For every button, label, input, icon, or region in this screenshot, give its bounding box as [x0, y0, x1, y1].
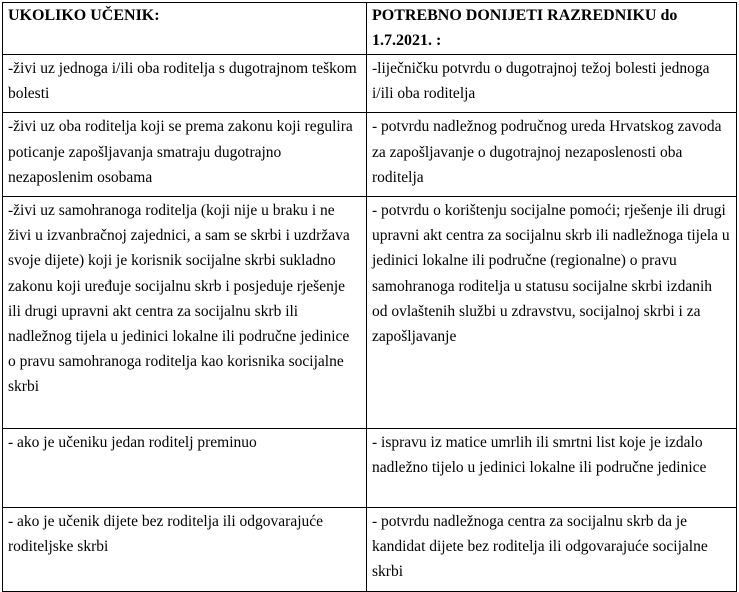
condition-cell: - ako je učenik dijete bez roditelja ili odgovarajuće roditeljske skrbi	[3, 508, 367, 592]
table-header-row	[3, 3, 737, 55]
condition-cell: -živi uz jednoga i/ili oba roditelja s dugotrajnom teškom bolesti	[3, 55, 367, 113]
condition-cell: -živi uz samohranoga roditelja (koji nije u braku i ne živi u izvanbračnoj zajednici, a sam se skrbi i uzdržava svoje dijete) koji je korisnik socijalne skrbi sukladno zakonu koji uređuje socijalnu skrb i posjeduje rješenje ili drugi upravni akt centra za socijalnu skrb ili nadležnog tijela u jedinici lokalne ili područne jedinice o pravu samohranoga roditelja kao korisnika socijalne skrbi	[3, 197, 367, 429]
table-row	[3, 508, 737, 592]
column-header-documents: POTREBNO DONIJETI RAZREDNIKU do 1.7.2021. :	[367, 3, 737, 55]
table-row	[3, 55, 737, 113]
document-cell: - ispravu iz matice umrlih ili smrtni list koje je izdalo nadležno tijelo u jedinici lokalne ili područne jedinice	[367, 429, 737, 508]
table-row	[3, 429, 737, 508]
table-row	[3, 197, 737, 429]
requirements-table	[2, 2, 737, 592]
table-row	[3, 113, 737, 197]
document-cell: - potvrdu o korištenju socijalne pomoći; rješenje ili drugi upravni akt centra za socijalnu skrb ili nadležnoga tijela u jedinici lokalne ili područne (regionalne) o pravu samohranoga roditelja u statusu socijalne skrbi izdanih od ovlaštenih službi u zdravstvu, socijalnoj skrbi i za zapošljavanje	[367, 197, 737, 429]
document-cell: - potvrdu nadležnoga centra za socijalnu skrb da je kandidat dijete bez roditelja ili odgovarajuće socijalne skrbi	[367, 508, 737, 592]
document-cell: -liječničku potvrdu o dugotrajnoj težoj bolesti jednoga i/ili oba roditelja	[367, 55, 737, 113]
condition-cell: -živi uz oba roditelja koji se prema zakonu koji regulira poticanje zapošljavanja smatraju dugotrajno nezaposlenim osobama	[3, 113, 367, 197]
condition-cell: - ako je učeniku jedan roditelj preminuo	[3, 429, 367, 508]
column-header-condition: UKOLIKO UČENIK:	[3, 3, 367, 55]
document-cell: - potvrdu nadležnog područnog ureda Hrvatskog zavoda za zapošljavanje o dugotrajnoj nezaposlenosti oba roditelja	[367, 113, 737, 197]
